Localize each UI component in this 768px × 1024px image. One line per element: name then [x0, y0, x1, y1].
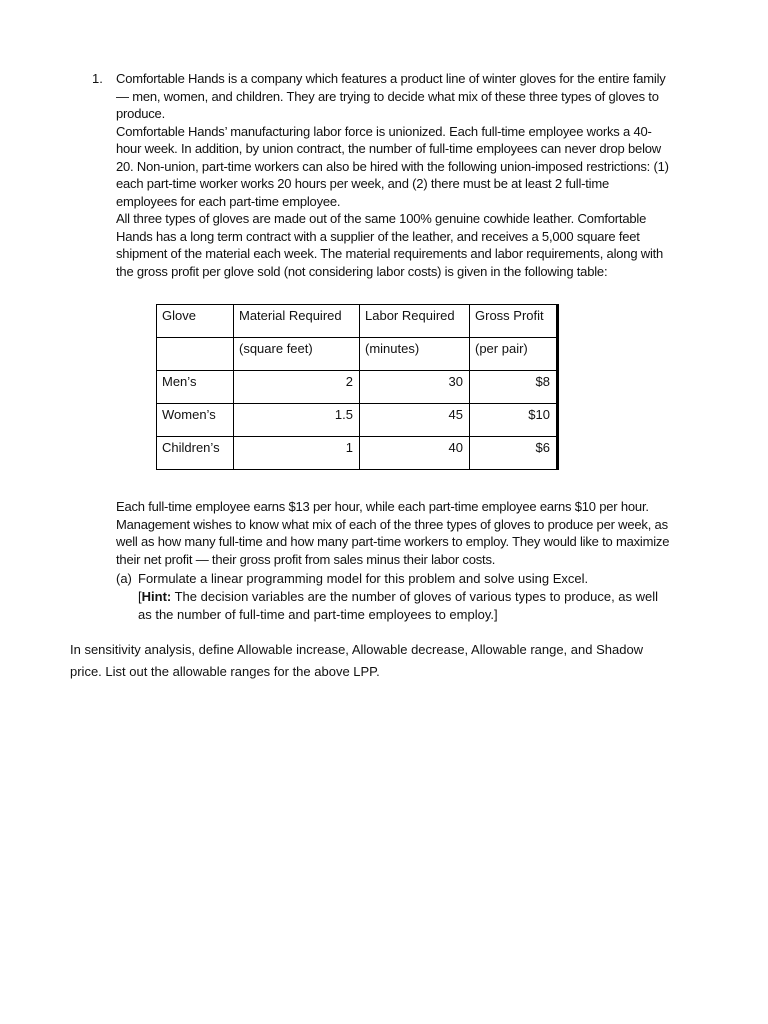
requirements-table-wrap: [156, 304, 557, 470]
table-header-row: [157, 305, 557, 338]
cell-material: 1.5: [234, 404, 360, 437]
question-number: 1.: [92, 71, 103, 86]
cell-profit: $10: [470, 404, 557, 437]
hint-text: The decision variables are the number of gloves of various types to produce, as well as the number of full-time and part-time employees to employ.]: [138, 589, 659, 622]
unit-profit: (per pair): [470, 338, 557, 371]
hint-label: Hint:: [141, 589, 172, 604]
table-row: [157, 371, 557, 404]
part-a-label: (a): [116, 571, 132, 586]
sensitivity-question: In sensitivity analysis, define Allowable increase, Allowable decrease, Allowable range, and Shadow price. List out the allowable ranges for the above LPP.: [70, 642, 644, 679]
header-profit: Gross Profit: [470, 305, 557, 338]
table-right-border: [557, 304, 559, 470]
paragraph-labor: Comfortable Hands’ manufacturing labor force is unionized. Each full-time employee works a 40-hour week. In addition, by union contract, the number of full-time employees can never drop below 20. Non-union, part-time workers can also be hired with the following union-imposed restrictions: (1) each part-time worker works 20 hours per week, and (2) there must be at least 2 full-time employees for each part-time employee.: [116, 123, 669, 209]
cell-material: 2: [234, 371, 360, 404]
hint: [138, 588, 668, 623]
table-row: [157, 404, 557, 437]
table-row: [157, 437, 557, 470]
header-labor: Labor Required: [360, 305, 470, 338]
paragraph-company: Comfortable Hands is a company which features a product line of winter gloves for the entire family — men, women, and children. They are trying to decide what mix of these three types of gloves to produce.: [116, 71, 666, 121]
header-material: Material Required: [234, 305, 360, 338]
part-a-text: Formulate a linear programming model for this problem and solve using Excel.: [138, 571, 589, 586]
unit-labor: (minutes): [360, 338, 470, 371]
header-glove: Glove: [157, 305, 234, 338]
question-body: [116, 70, 672, 280]
requirements-table: [156, 304, 557, 470]
cell-labor: 30: [360, 371, 470, 404]
cell-glove: Men’s: [157, 371, 234, 404]
cell-profit: $6: [470, 437, 557, 470]
table-units-row: [157, 338, 557, 371]
unit-glove: [157, 338, 234, 371]
paragraph-wages: Each full-time employee earns $13 per hour, while each part-time employee earns $10 per hour. Management wishes to know what mix of each of the three types of gloves to produce per week, as well as how many full-time and how many part-time workers to employ. They would like to maximize their net profit — their gross profit from sales minus their labor costs.: [116, 499, 670, 567]
cell-glove: Women’s: [157, 404, 234, 437]
paragraph-material: All three types of gloves are made out of the same 100% genuine cowhide leather. Comfortable Hands has a long term contract with a supplier of the leather, and receives a 5,000 square feet shipment of the material each week. The material requirements and labor requirements, along with the gross profit per glove sold (not considering labor costs) is given in the following table:: [116, 211, 664, 279]
unit-material: (square feet): [234, 338, 360, 371]
cell-labor: 40: [360, 437, 470, 470]
hint-open-bracket: [: [138, 589, 142, 604]
cell-material: 1: [234, 437, 360, 470]
cell-profit: $8: [470, 371, 557, 404]
cell-glove: Children’s: [157, 437, 234, 470]
cell-labor: 45: [360, 404, 470, 437]
